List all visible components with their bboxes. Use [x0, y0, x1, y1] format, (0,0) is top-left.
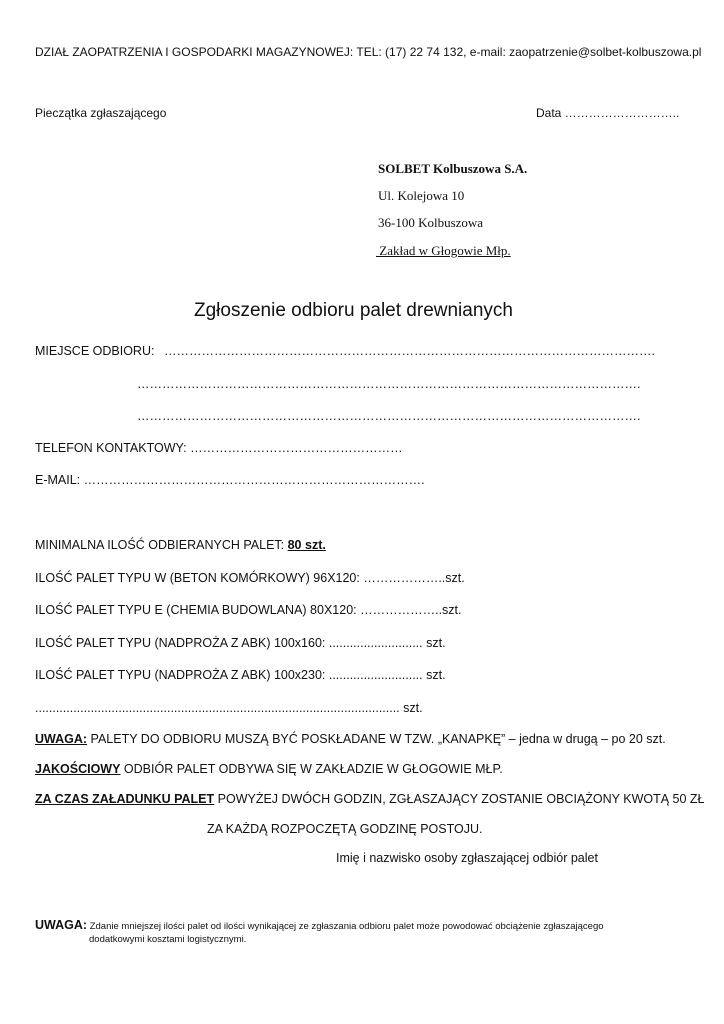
- footer-note-line-1: [35, 916, 604, 934]
- minimum-pallets-line: [35, 538, 326, 552]
- quality-note: [35, 762, 503, 776]
- phone-field: TELEFON KONTAKTOWY: ……………………………………………: [35, 441, 403, 455]
- minimum-pallets-label: MINIMALNA ILOŚĆ ODBIERANYCH PALET:: [35, 538, 288, 552]
- loading-note: [35, 792, 705, 806]
- pallet-type-e-line: ILOŚĆ PALET TYPU E (CHEMIA BUDOWLANA) 80X120: ………………..szt.: [35, 603, 462, 617]
- pickup-label-text: MIEJSCE ODBIORU:: [35, 344, 155, 358]
- pickup-dots-line-2: ………………………………………………………………………………………………………….: [137, 377, 641, 391]
- company-name: SOLBET Kolbuszowa S.A.: [378, 161, 528, 176]
- pickup-dots-line-3: ………………………………………………………………………………………………………….: [137, 409, 641, 423]
- date-field: Data ………………………..: [536, 106, 680, 120]
- quality-note-text: ODBIÓR PALET ODBYWA SIĘ W ZAKŁADZIE W GŁOGOWIE MŁP.: [120, 762, 503, 776]
- footer-note-text-1: Zdanie mniejszej ilości palet od ilości wynikającej ze zgłaszania odbioru palet może powodować obciążenie zgłaszającego: [87, 921, 604, 932]
- document-title: Zgłoszenie odbioru palet drewnianych: [194, 300, 513, 321]
- pallet-other-line: ......................................................................................................... szt.: [35, 701, 423, 715]
- city-address: 36-100 Kolbuszowa: [378, 215, 484, 230]
- stacking-note: [35, 732, 666, 746]
- pallet-type-w-line: ILOŚĆ PALET TYPU W (BETON KOMÓRKOWY) 96X120: ………………..szt.: [35, 571, 465, 585]
- minimum-pallets-value: 80 szt.: [287, 538, 326, 552]
- signature-label: Imię i nazwisko osoby zgłaszającej odbiór palet: [336, 851, 598, 865]
- quality-note-label: JAKOŚCIOWY: [35, 762, 121, 776]
- plant-address: Zakład w Głogowie Młp.: [376, 243, 511, 258]
- email-field: E-MAIL: ……………………………………………………………………….: [35, 473, 425, 487]
- loading-note-continuation: ZA KAŻDĄ ROZPOCZĘTĄ GODZINĘ POSTOJU.: [207, 822, 483, 836]
- department-contact-line: DZIAŁ ZAOPATRZENIA I GOSPODARKI MAGAZYNOWEJ: TEL: (17) 22 74 132, e-mail: zaopatrzenie@solbet-kolbuszowa.pl: [35, 45, 702, 59]
- stacking-note-label: UWAGA:: [35, 732, 88, 746]
- pallet-type-abk-230-line: ILOŚĆ PALET TYPU (NADPROŻA Z ABK) 100x230: ........................... szt.: [35, 668, 446, 682]
- stamp-label: Pieczątka zgłaszającego: [35, 106, 167, 120]
- footer-note-label: UWAGA:: [35, 918, 88, 932]
- loading-note-text: POWYŻEJ DWÓCH GODZIN, ZGŁASZAJĄCY ZOSTANIE OBCIĄŻONY KWOTĄ 50 ZŁ: [214, 792, 705, 806]
- loading-note-label: ZA CZAS ZAŁADUNKU PALET: [35, 792, 215, 806]
- stacking-note-text: PALETY DO ODBIORU MUSZĄ BYĆ POSKŁADANE W TZW. „KANAPKĘ” – jedna w drugą – po 20 szt.: [87, 732, 666, 746]
- street-address: Ul. Kolejowa 10: [378, 188, 465, 203]
- pickup-place-label: [35, 344, 655, 358]
- footer-note-text-2: dodatkowymi kosztami logistycznymi.: [89, 934, 247, 945]
- pallet-type-abk-160-line: ILOŚĆ PALET TYPU (NADPROŻA Z ABK) 100x160: ........................... szt.: [35, 636, 446, 650]
- pickup-dots-line-1: ……………………………………………………………………………………………………….: [163, 344, 655, 358]
